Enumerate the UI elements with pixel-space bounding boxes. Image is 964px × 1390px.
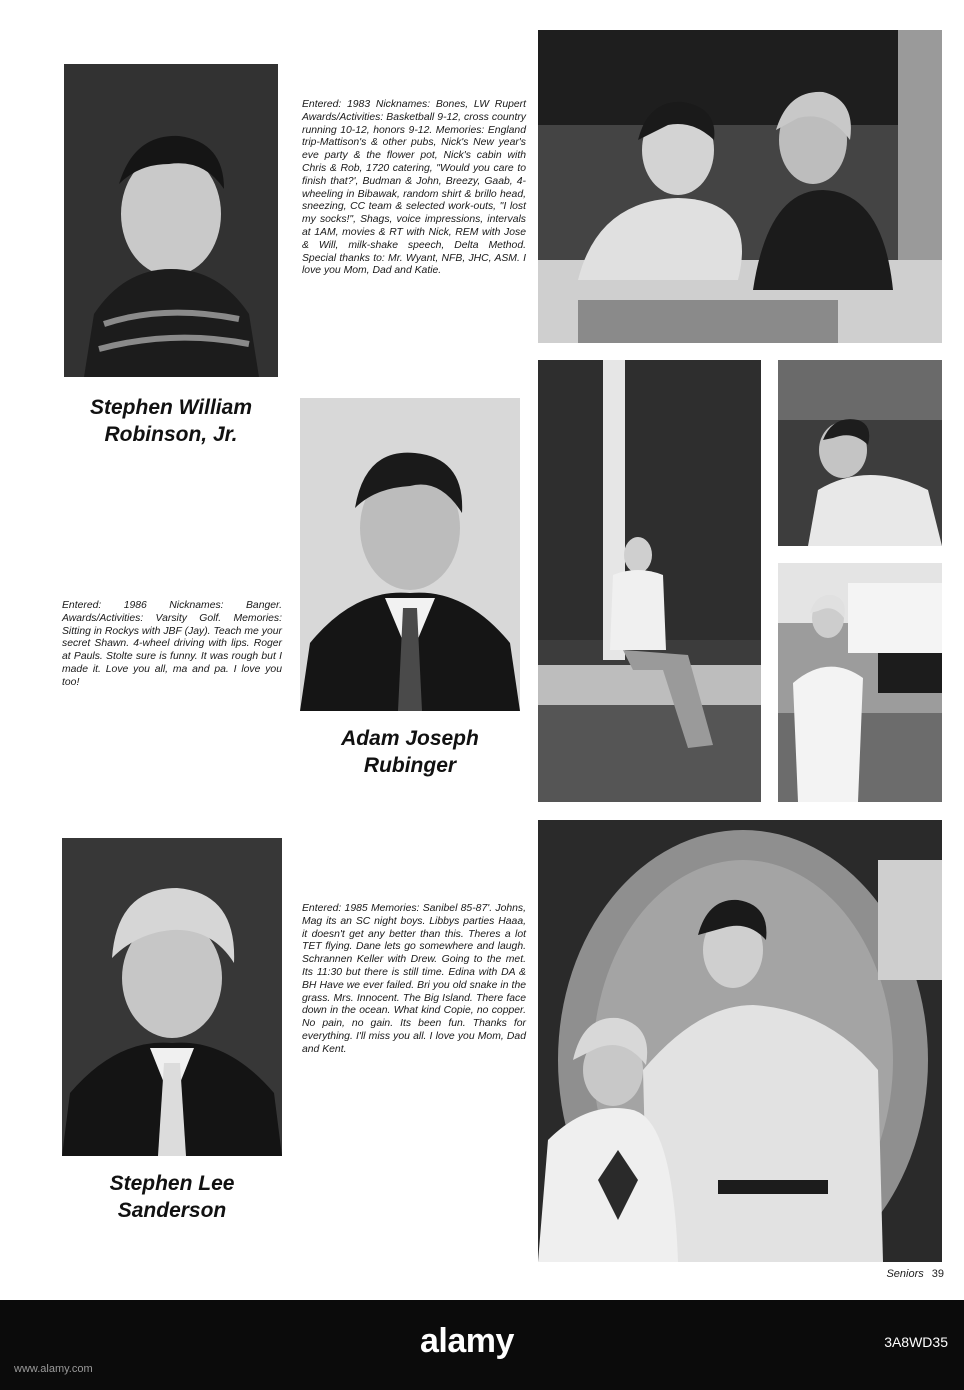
name-line-2: Robinson, Jr. xyxy=(104,423,238,446)
candid-photo-sleeping xyxy=(778,360,942,546)
name-line-1: Stephen Lee xyxy=(109,1172,235,1195)
candid-photo-porch xyxy=(538,360,761,802)
bio-adam-rubinger xyxy=(62,600,282,690)
portrait-adam-rubinger xyxy=(300,398,520,711)
name-adam-rubinger xyxy=(300,725,520,779)
candid-photo-street xyxy=(778,563,942,802)
bio-stephen-sanderson xyxy=(302,903,526,1057)
bio-text: Entered: 1986 Nicknames: Banger. Awards/Activities: Varsity Golf. Memories: Sitting in Rockys with JBF (Jay). Teach me your secret Shawn. 4-wheel driving with lips. Roger at Pauls. Stolte sure is funny. It was rough but I made it. Love you all, ma and pa. I love you too! xyxy=(62,600,282,688)
name-line-1: Adam Joseph xyxy=(341,727,479,750)
portrait-stephen-sanderson xyxy=(62,838,282,1156)
bio-text: Entered: 1983 Nicknames: Bones, LW Rupert Awards/Activities: Basketball 9-12, cross country running 10-12, honors 9-12. Memories: England trip-Mattison's & other pubs, Nick's New year's eve party & the flower pot, Nick's cabin with Chris & Rob, 1720 catering, "Would you care to finish that?', Budman & John, Breezy, Gaab, 4-wheeling in Bibawak, random shirt & brillo head, sneezing, CC team & selected work-outs, "I lost my socks!", Shags, voice impressions, intervals at 1AM, movies & RT with Nick, REM with Jose & Will, milk-shake speech, Delta Method. Special thanks to: Mr. Wyant, NFB, JHC, ASM. I love you Mom, Dad and Katie. xyxy=(302,99,526,277)
name-stephen-sanderson xyxy=(62,1170,282,1224)
bio-text: Entered: 1985 Memories: Sanibel 85-87'. Johns, Mag its an SC night boys. Libbys parties Haaa, it doesn't get any better than this. Theres a lot TET flying. Dane lets go somewhere and laugh. Schrannen Keller with Drew. Going to the met. Its 11:30 but there is still time. Edina with DA & BH Have we ever failed. Bri you old snake in the grass. Mrs. Innocent. The Big Island. There face down in the ocean. What kind Copie, no copper. No pain, no gain. Its been fun. Thanks for everything. I'll miss you all. I love you Mom, Dad and Kent. xyxy=(302,903,526,1055)
bio-stephen-robinson xyxy=(302,99,526,278)
name-line-2: Sanderson xyxy=(117,1199,227,1222)
name-line-2: Rubinger xyxy=(363,754,457,777)
page-number: 39 xyxy=(931,1268,944,1280)
candid-photo-wicker-chair xyxy=(538,820,942,1262)
name-stephen-robinson xyxy=(64,394,278,448)
section-label: Seniors xyxy=(886,1268,924,1280)
name-line-1: Stephen William xyxy=(89,396,252,419)
portrait-stephen-robinson xyxy=(64,64,278,377)
candid-photo-classroom xyxy=(538,30,942,343)
watermark-brand: alamy xyxy=(420,1322,514,1360)
stock-id: 3A8WD35 xyxy=(884,1334,948,1350)
page-folio xyxy=(886,1268,944,1280)
watermark-url: www.alamy.com xyxy=(14,1363,93,1375)
